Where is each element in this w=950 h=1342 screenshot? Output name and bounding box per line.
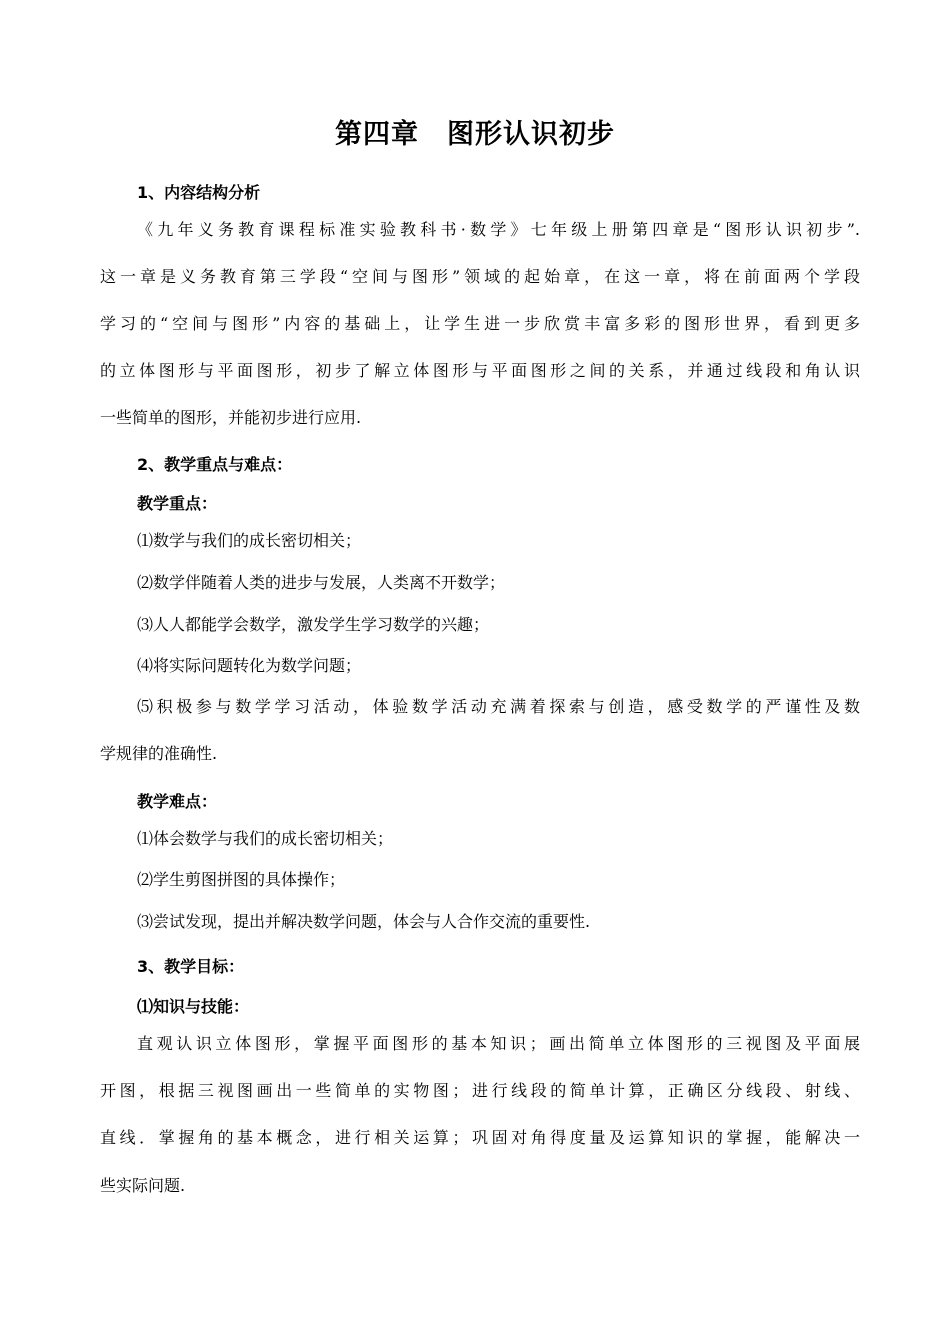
paragraph-line: 直线．掌握角的基本概念，进行相关运算；巩固对角得度量及运算知识的掌握，能解决一: [100, 1128, 860, 1147]
paragraph-line: 开图，根据三视图画出一些简单的实物图；进行线段的简单计算，正确区分线段、射线、: [100, 1081, 860, 1100]
paragraph-line: 《九年义务教育课程标准实验教科书·数学》七年级上册第四章是“图形认识初步”.: [137, 220, 860, 239]
subheading-difficulties: 教学难点：: [137, 792, 218, 811]
paragraph-line: 直观认识立体图形，掌握平面图形的基本知识；画出简单立体图形的三视图及平面展: [137, 1034, 860, 1053]
list-item: ⑸积极参与数学学习活动，体验数学活动充满着探索与创造，感受数学的严谨性及数: [137, 697, 860, 716]
paragraph-line: 些实际问题.: [100, 1176, 186, 1195]
paragraph-line: 的立体图形与平面图形，初步了解立体图形与平面图形之间的关系，并通过线段和角认识: [100, 361, 860, 380]
list-item: ⑵数学伴随着人类的进步与发展，人类离不开数学；: [137, 573, 506, 592]
list-item-continuation: 学规律的准确性.: [100, 744, 218, 763]
page-title: 第四章 图形认识初步: [335, 119, 615, 150]
section-heading-goals: 3、教学目标：: [137, 957, 245, 976]
paragraph-line: 这一章是义务教育第三学段“空间与图形”领域的起始章，在这一章，将在前面两个学段: [100, 267, 860, 286]
section-heading-key-points: 2、教学重点与难点：: [137, 455, 293, 474]
section-heading-structure: 1、内容结构分析: [137, 183, 261, 202]
paragraph-line: 学习的“空间与图形”内容的基础上，让学生进一步欣赏丰富多彩的图形世界，看到更多: [100, 314, 860, 333]
paragraph-line: 一些简单的图形，并能初步进行应用.: [100, 408, 362, 427]
list-item: ⑶人人都能学会数学，激发学生学习数学的兴趣；: [137, 615, 490, 634]
list-item: ⑷将实际问题转化为数学问题；: [137, 656, 362, 675]
subheading-knowledge-skills: ⑴知识与技能：: [137, 997, 250, 1016]
list-item: ⑴数学与我们的成长密切相关；: [137, 531, 362, 550]
list-item: ⑶尝试发现，提出并解决数学问题，体会与人合作交流的重要性.: [137, 912, 591, 931]
list-item: ⑵学生剪图拼图的具体操作；: [137, 870, 346, 889]
subheading-key-points: 教学重点：: [137, 494, 218, 513]
list-item: ⑴体会数学与我们的成长密切相关；: [137, 829, 394, 848]
